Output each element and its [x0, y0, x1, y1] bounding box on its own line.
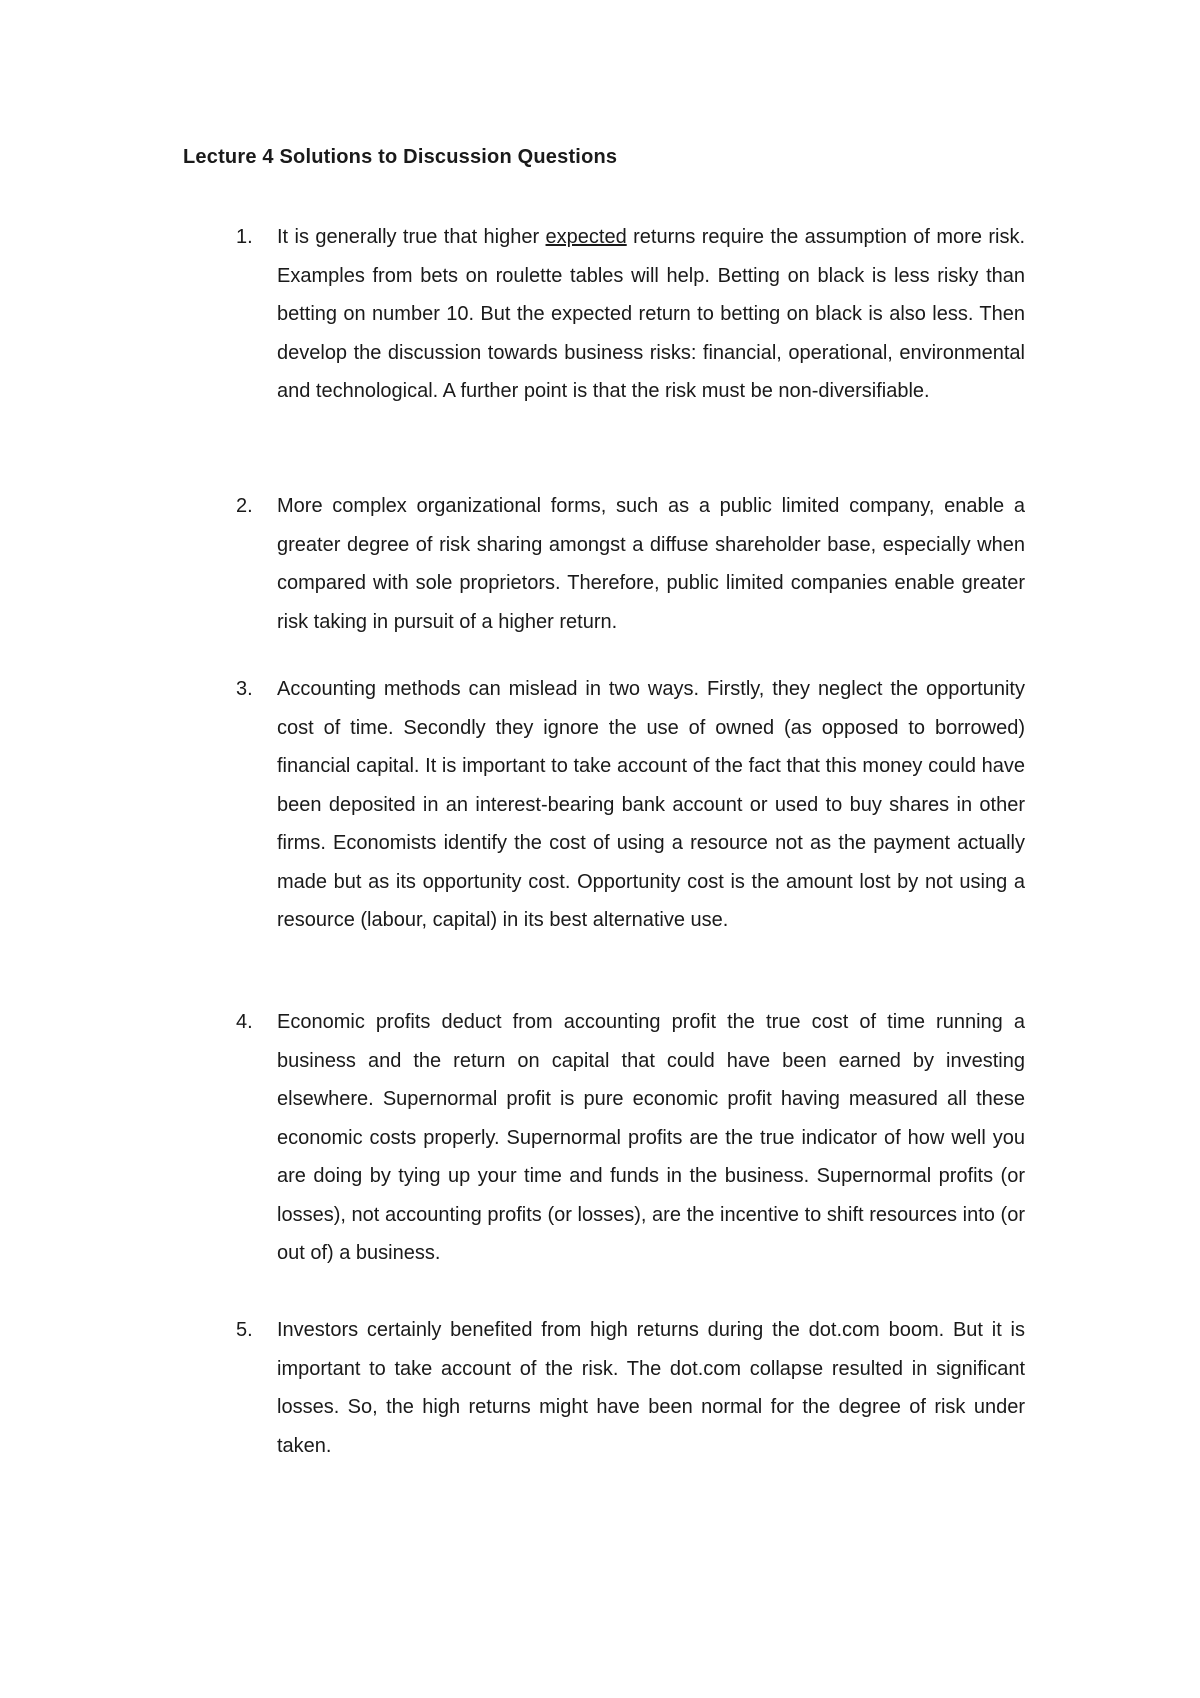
answer-text: More complex organizational forms, such as a public limited company, enable a greater degree of risk sharing amongst a diffuse shareholder base, especially when compared with sole proprietors. Therefore, public limited companies enable greater risk taking in pursuit of a higher return. [277, 495, 1025, 633]
answer-number: 4. [236, 1011, 253, 1033]
answer-text-segment: returns require the assumption of more risk. Examples from bets on roulette tables will help. Betting on black is less risky than betting on number 10. But the expected return to betting on black is also less. Then develop the discussion towards business risks: financial, operational, environmental and technological. A further point is that the risk must be non-diversifiable. [277, 226, 1025, 402]
document-title: Lecture 4 Solutions to Discussion Questions [183, 146, 618, 168]
emphasized-word: expected [545, 226, 627, 248]
answer-number: 3. [236, 678, 253, 700]
answer-number: 1. [236, 226, 253, 248]
answer-number: 2. [236, 495, 253, 517]
answer-text: Economic profits deduct from accounting profit the true cost of time running a business and the return on capital that could have been earned by investing elsewhere. Supernormal profit is pure economic profit having measured all these economic costs properly. Supernormal profits are the true indicator of how well you are doing by tying up your time and funds in the business. Supernormal profits (or losses), not accounting profits (or losses), are the incentive to shift resources into (or out of) a business. [277, 1011, 1025, 1264]
answer-text: Investors certainly benefited from high returns during the dot.com boom. But it is important to take account of the risk. The dot.com collapse resulted in significant losses. So, the high returns might have been normal for the degree of risk under taken. [277, 1319, 1025, 1457]
answer-text: Accounting methods can mislead in two ways. Firstly, they neglect the opportunity cost of time. Secondly they ignore the use of owned (as opposed to borrowed) financial capital. It is important to take account of the fact that this money could have been deposited in an interest-bearing bank account or used to buy shares in other firms. Economists identify the cost of using a resource not as the payment actually made but as its opportunity cost. Opportunity cost is the amount lost by not using a resource (labour, capital) in its best alternative use. [277, 678, 1025, 931]
answer-number: 5. [236, 1319, 253, 1341]
answer-text-segment: It is generally true that higher [277, 226, 546, 248]
answer-text [277, 218, 1025, 411]
